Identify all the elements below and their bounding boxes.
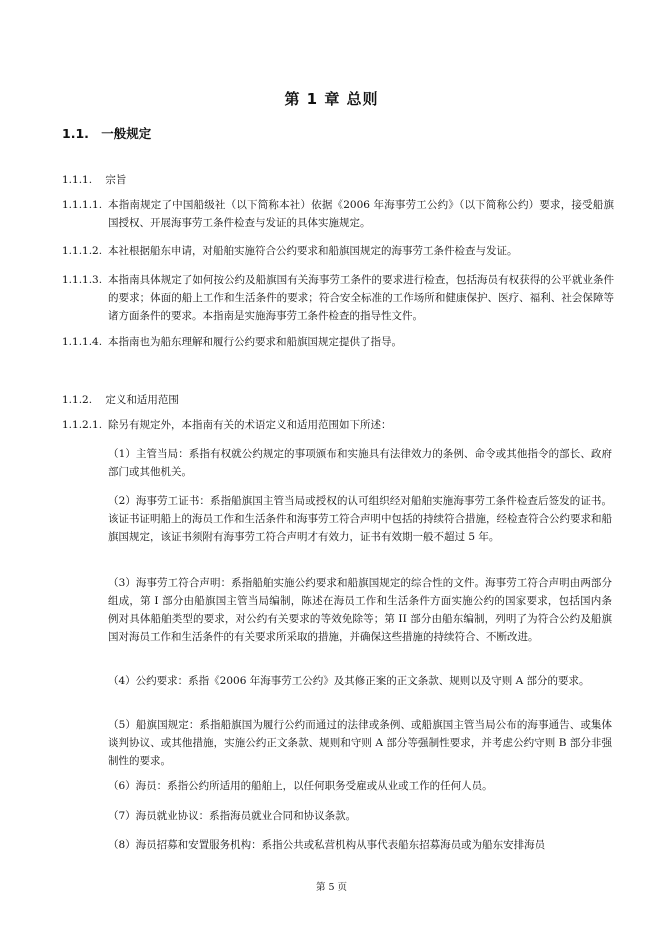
clause-text: 本指南具体规定了如何按公约及船旗国有关海事劳工条件的要求进行检查，包括海员有权获得的公平就业条件的要求；体面的船上工作和生活条件的要求；符合安全标准的工作场所和健康保护、医疗、福利、社会保障等诸方面条件的要求。本指南是实施海事劳工条件检查的指导性文件。 (108, 274, 614, 322)
clause-number: 1.1.1.3. (62, 274, 103, 286)
clause-1-1-1-4 (62, 333, 614, 351)
section-number: 1.1. (62, 126, 89, 141)
clause-text: 本社根据船东申请，对船舶实施符合公约要求和船旗国规定的海事劳工条件检查与发证。 (108, 245, 518, 257)
clause-1-1-1-2 (62, 242, 614, 260)
section-title-text: 一般规定 (101, 126, 152, 141)
clause-number: 1.1.1.1. (62, 199, 103, 211)
clause-1-1-1-1 (62, 196, 614, 232)
definition-item: （5）船旗国规定：系指船旗国为履行公约而通过的法律或条例、或船旗国主管当局公布的海事通告、或集体谈判协议、或其他措施，实施公约正文条款、规则和守则 A 部分等强制性要求，并考虑公约守则 B 部分非强制性的要求。 (108, 719, 612, 767)
page-number: 第 5 页 (315, 882, 348, 893)
clause-number: 1.1.2.1. (62, 419, 103, 431)
clause-text: 本指南规定了中国船级社（以下简称本社）依据《2006 年海事劳工公约》（以下简称公约）要求，接受船旗国授权、开展海事劳工条件检查与发证的具体实施规定。 (108, 199, 614, 229)
clause-1-1-2-1 (62, 416, 614, 434)
clause-text: 除另有规定外，本指南有关的术语定义和适用范围如下所述： (108, 419, 392, 431)
subsection-title: 定义和适用范围 (105, 394, 179, 406)
clause-number: 1.1.1.2. (62, 245, 103, 257)
subsection-number: 1.1.1. (62, 174, 93, 186)
definition-item: （2）海事劳工证书：系指船旗国主管当局或授权的认可组织经对船舶实施海事劳工条件检查后签发的证书。该证书证明船上的海员工作和生活条件和海事劳工符合声明中包括的持续符合措施，经检查符合公约要求和船旗国规定，该证书须附有海事劳工符合声明才有效力，证书有效期一般不超过 5 年。 (108, 495, 612, 543)
section-heading (62, 124, 151, 142)
subsection-number: 1.1.2. (62, 394, 93, 406)
subsection-title: 宗旨 (105, 174, 127, 186)
definition-item: （1）主管当局：系指有权就公约规定的事项颁布和实施具有法律效力的条例、命令或其他指令的部长、政府部门或其他机关。 (108, 448, 612, 478)
chapter-title: 第 1 章 总则 (284, 90, 379, 108)
clause-number: 1.1.1.4. (62, 336, 103, 348)
subsection-1-1-1 (62, 172, 126, 187)
subsection-1-1-2 (62, 392, 179, 407)
definition-item: （8）海员招募和安置服务机构：系指公共或私营机构从事代表船东招募海员或为船东安排海员 (108, 839, 546, 851)
clause-1-1-1-3 (62, 271, 614, 325)
definition-item: （7）海员就业协议：系指海员就业合同和协议条款。 (108, 810, 357, 822)
definition-item: （4）公约要求：系指《2006 年海事劳工公约》及其修正案的正文条款、规则以及守则 A 部分的要求。 (108, 675, 590, 687)
definition-item: （6）海员：系指公约所适用的船舶上，以任何职务受雇或从业或工作的任何人员。 (108, 780, 493, 792)
clause-text: 本指南也为船东理解和履行公约要求和船旗国规定提供了指导。 (108, 336, 402, 348)
definition-item: （3）海事劳工符合声明：系指船舶实施公约要求和船旗国规定的综合性的文件。海事劳工符合声明由两部分组成，第 I 部分由船旗国主管当局编制，陈述在海员工作和生活条件方面实施公约的国家要求，包括国内条例对具体船舶类型的要求，对公约有关要求的等效免除等；第 II 部分由船东编制，列明了为符合公约及船旗国对海员工作和生活条件的有关要求所采取的措施，并确保这些措施的持续符合、不断改进。 (108, 577, 612, 643)
